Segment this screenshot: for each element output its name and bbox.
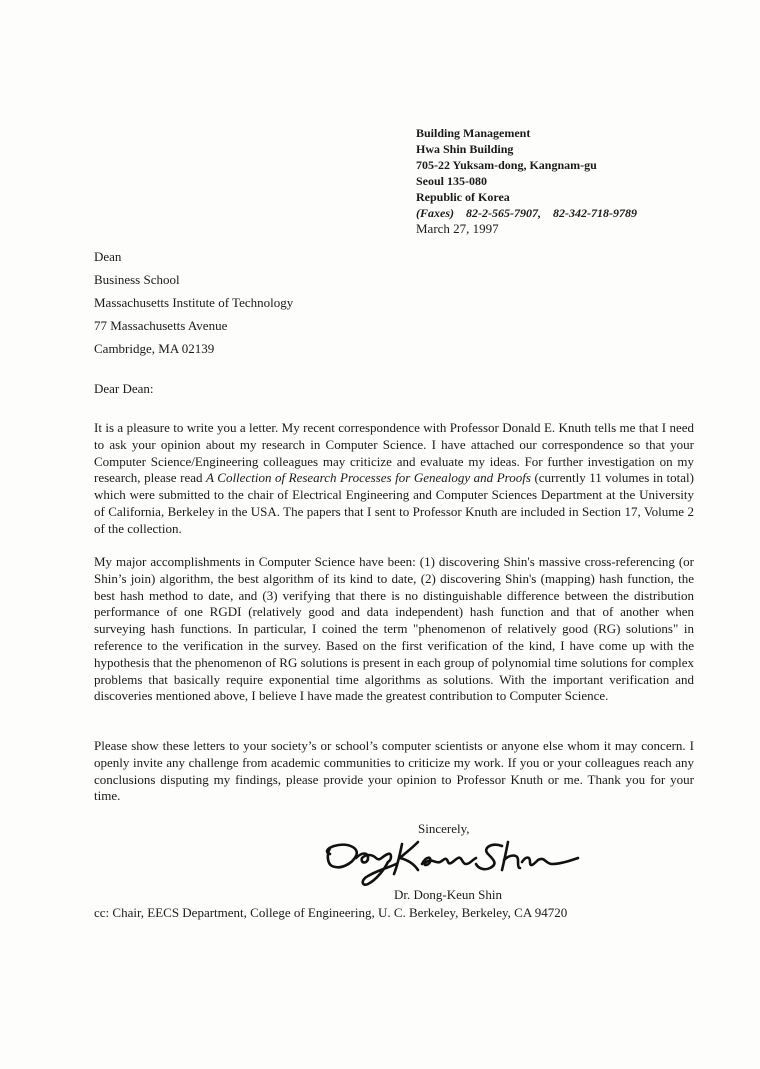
- paragraph-1-text-b: (currently 11 volumes in total) which were submitted to the chair of Electrical Engineering and Computer Sciences Department at the University of California, Berkeley in the USA. The papers that I sent to Professor Knuth are included in Section 17, Volume 2 of the collection.: [94, 470, 694, 536]
- sender-city: Seoul 135-080: [416, 174, 488, 188]
- sender-building: Hwa Shin Building: [416, 142, 514, 156]
- collection-title: A Collection of Research Processes for Genealogy and Proofs: [206, 470, 531, 486]
- fax-number-1: 82-2-565-7907,: [466, 206, 541, 220]
- sender-fax-line: [416, 205, 746, 221]
- sender-country: Republic of Korea: [416, 190, 510, 204]
- recipient-dept: Business School: [94, 272, 180, 287]
- sender-street: 705-22 Yuksam-dong, Kangnam-gu: [416, 158, 597, 172]
- paragraph-1-text-a: It is a pleasure to write you a letter. My recent correspondence with Professor Donald E. Knuth tells me that I need to ask your opinion about my research in Computer Science. I have attached our correspondence so that your Computer Science/Engineering colleagues may criticize and evaluate my ideas. For further investigation on my research, please read: [94, 420, 694, 486]
- body-paragraph-2: My major accomplishments in Computer Science have been: (1) discovering Shin's massive cross-referencing (or Shin’s join) algorithm, the best algorithm of its kind to date, (2) discovering Shin's (mapping) hash function, the best hash method to date, and (3) verifying that there is no distinguishable difference between the distribution performance of one RGDI (relatively good and data independent) hash function and that of another when surveying hash functions. In particular, I coined the term "phenomenon of relatively good (RG) solutions" in reference to the verification in the survey. Based on the first verification of the kind, I have come up with the hypothesis that the phenomenon of RG solutions is present in each group of polynomial time solutions for complex problems that basically require exponential time algorithms as solutions. With the important verification and discoveries mentioned above, I believe I have made the greatest contribution to Computer Science.: [94, 554, 694, 704]
- recipient-street: 77 Massachusetts Avenue: [94, 318, 228, 333]
- sender-address-block: [416, 125, 746, 221]
- letter-date: March 27, 1997: [416, 221, 499, 236]
- recipient-institution: Massachusetts Institute of Technology: [94, 295, 294, 310]
- closing: Sincerely,: [418, 821, 470, 836]
- fax-number-2: 82-342-718-9789: [553, 206, 637, 220]
- sender-org: Building Management: [416, 126, 531, 140]
- fax-label: (Faxes): [416, 206, 454, 220]
- signer-name: Dr. Dong-Keun Shin: [394, 887, 502, 902]
- salutation: Dear Dean:: [94, 381, 154, 396]
- cc-line: cc: Chair, EECS Department, College of Engineering, U. C. Berkeley, Berkeley, CA 94720: [94, 905, 568, 920]
- body-paragraph-3: Please show these letters to your society’s or school’s computer scientists or anyone else whom it may concern. I openly invite any challenge from academic communities to criticize my work. If you or your colleagues reach any conclusions disputing my findings, please provide your opinion to Professor Knuth or me. Thank you for your time.: [94, 738, 694, 804]
- recipient-title: Dean: [94, 249, 122, 264]
- recipient-city: Cambridge, MA 02139: [94, 341, 215, 356]
- handwritten-signature: [322, 834, 582, 890]
- body-paragraph-1: [94, 420, 694, 538]
- recipient-address-block: [94, 245, 293, 360]
